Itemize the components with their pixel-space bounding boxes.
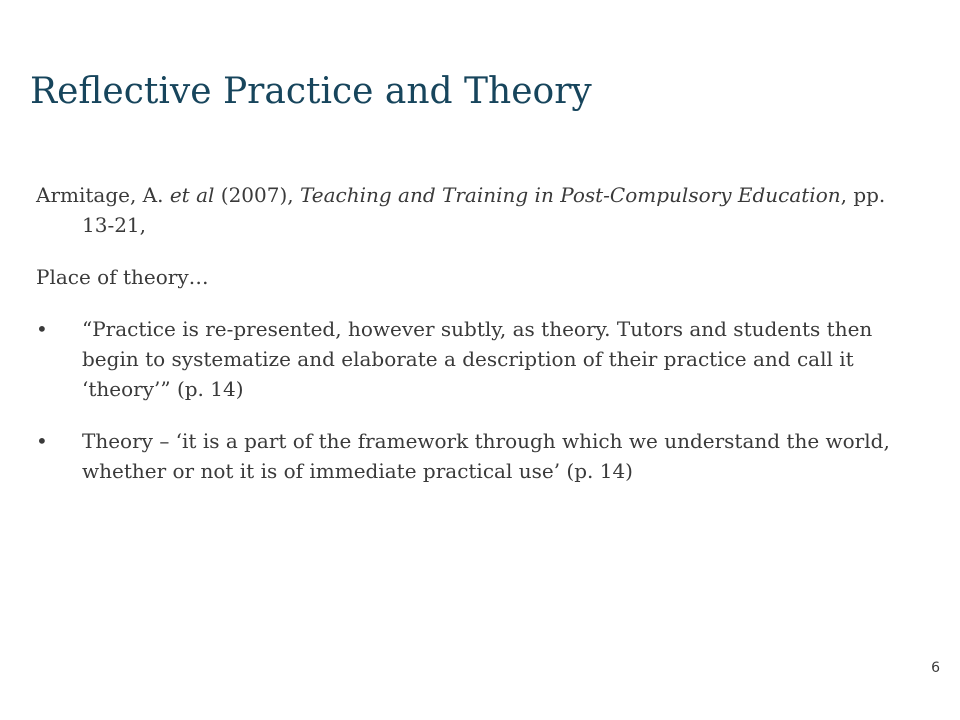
bullet-list <box>36 314 916 486</box>
bullet-icon: • <box>36 317 48 341</box>
citation-pages: , pp. 13-21, <box>82 183 886 237</box>
bullet-text: “Practice is re-presented, however subtly, as theory. Tutors and students then begin to systematize and elaborate a description of their practice and call it ‘theory’” (p. 14) <box>82 317 873 401</box>
citation-et-al: et al <box>169 183 215 207</box>
slide-title: Reflective Practice and Theory <box>30 71 592 112</box>
citation-book-title: Teaching and Training in Post-Compulsory Education <box>299 183 841 207</box>
bullet-icon: • <box>36 429 48 453</box>
citation <box>36 180 916 240</box>
slide-content <box>36 180 916 508</box>
intro-text: Place of theory… <box>36 265 209 289</box>
citation-year: (2007), <box>214 183 300 207</box>
page-number: 6 <box>931 660 940 676</box>
citation-author: Armitage, A. <box>36 183 170 207</box>
bullet-text: Theory – ‘it is a part of the framework through which we understand the world, whether or not it is of immediate practical use’ (p. 14) <box>82 429 890 483</box>
bullet-item <box>36 426 916 486</box>
bullet-item <box>36 314 916 404</box>
